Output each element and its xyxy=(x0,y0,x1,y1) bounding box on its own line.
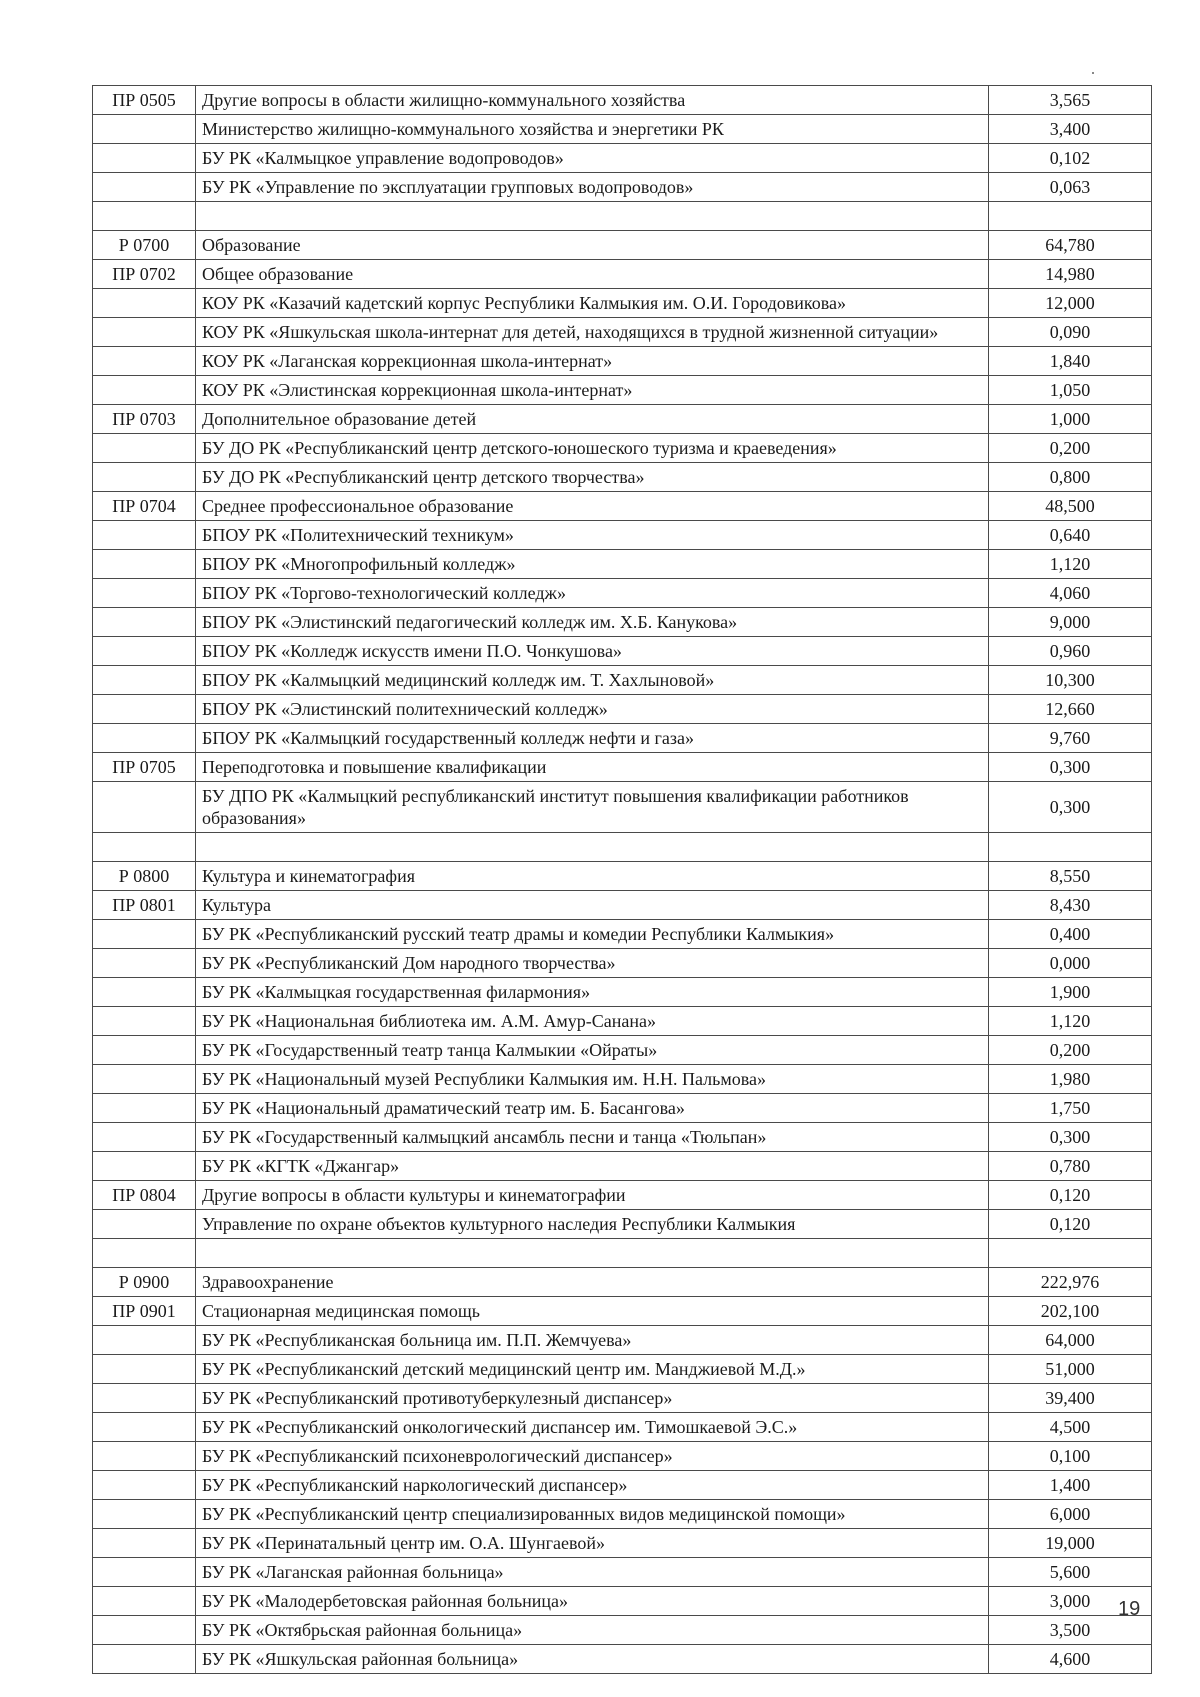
code-cell: ПР 0702 xyxy=(93,260,196,289)
amount-cell: 0,400 xyxy=(989,920,1152,949)
name-cell: БПОУ РК «Калмыцкий государственный колледж нефти и газа» xyxy=(196,724,989,753)
amount-cell: 6,000 xyxy=(989,1500,1152,1529)
code-cell xyxy=(93,949,196,978)
name-cell: БПОУ РК «Многопрофильный колледж» xyxy=(196,550,989,579)
table-row xyxy=(93,144,1152,173)
name-cell xyxy=(196,833,989,862)
table-row xyxy=(93,1355,1152,1384)
name-cell: БУ РК «КГТК «Джангар» xyxy=(196,1152,989,1181)
amount-cell: 1,900 xyxy=(989,978,1152,1007)
table-row xyxy=(93,1268,1152,1297)
amount-cell: 1,120 xyxy=(989,550,1152,579)
code-cell: ПР 0804 xyxy=(93,1181,196,1210)
name-cell: БУ РК «Республиканский противотуберкулезный диспансер» xyxy=(196,1384,989,1413)
amount-cell xyxy=(989,202,1152,231)
name-cell: БУ РК «Октябрьская районная больница» xyxy=(196,1616,989,1645)
name-cell: Переподготовка и повышение квалификации xyxy=(196,753,989,782)
code-cell xyxy=(93,1616,196,1645)
name-cell: БПОУ РК «Колледж искусств имени П.О. Чонкушова» xyxy=(196,637,989,666)
table-row xyxy=(93,434,1152,463)
amount-cell: 5,600 xyxy=(989,1558,1152,1587)
code-cell xyxy=(93,1529,196,1558)
name-cell: БПОУ РК «Политехнический техникум» xyxy=(196,521,989,550)
table-row xyxy=(93,724,1152,753)
table-row xyxy=(93,782,1152,833)
scan-artifact xyxy=(1092,72,1094,74)
code-cell xyxy=(93,521,196,550)
code-cell xyxy=(93,666,196,695)
amount-cell: 64,000 xyxy=(989,1326,1152,1355)
name-cell: БУ РК «Национальный драматический театр им. Б. Басангова» xyxy=(196,1094,989,1123)
amount-cell: 3,565 xyxy=(989,86,1152,115)
table-row xyxy=(93,695,1152,724)
code-cell xyxy=(93,115,196,144)
code-cell: ПР 0505 xyxy=(93,86,196,115)
code-cell: ПР 0703 xyxy=(93,405,196,434)
code-cell xyxy=(93,1471,196,1500)
code-cell xyxy=(93,1239,196,1268)
code-cell xyxy=(93,347,196,376)
table-row xyxy=(93,1413,1152,1442)
table-row xyxy=(93,891,1152,920)
amount-cell: 1,750 xyxy=(989,1094,1152,1123)
code-cell xyxy=(93,724,196,753)
amount-cell: 4,500 xyxy=(989,1413,1152,1442)
name-cell: БУ РК «Национальная библиотека им. А.М. Амур-Санана» xyxy=(196,1007,989,1036)
code-cell xyxy=(93,173,196,202)
table-row xyxy=(93,260,1152,289)
name-cell: БУ РК «Государственный калмыцкий ансамбль песни и танца «Тюльпан» xyxy=(196,1123,989,1152)
amount-cell: 1,980 xyxy=(989,1065,1152,1094)
code-cell: Р 0800 xyxy=(93,862,196,891)
amount-cell: 1,120 xyxy=(989,1007,1152,1036)
code-cell xyxy=(93,289,196,318)
name-cell: Образование xyxy=(196,231,989,260)
code-cell xyxy=(93,1065,196,1094)
name-cell xyxy=(196,1239,989,1268)
amount-cell: 0,063 xyxy=(989,173,1152,202)
table-row xyxy=(93,289,1152,318)
table-row xyxy=(93,115,1152,144)
code-cell xyxy=(93,1210,196,1239)
table-row xyxy=(93,1529,1152,1558)
name-cell: Министерство жилищно-коммунального хозяйства и энергетики РК xyxy=(196,115,989,144)
amount-cell: 4,600 xyxy=(989,1645,1152,1674)
amount-cell: 0,102 xyxy=(989,144,1152,173)
amount-cell: 0,120 xyxy=(989,1181,1152,1210)
amount-cell: 1,400 xyxy=(989,1471,1152,1500)
table-row xyxy=(93,1152,1152,1181)
table-row xyxy=(93,1587,1152,1616)
amount-cell: 0,780 xyxy=(989,1152,1152,1181)
name-cell: БУ РК «Калмыцкое управление водопроводов» xyxy=(196,144,989,173)
name-cell: БУ РК «Республиканская больница им. П.П. Жемчуева» xyxy=(196,1326,989,1355)
name-cell: БУ РК «Республиканский центр специализированных видов медицинской помощи» xyxy=(196,1500,989,1529)
amount-cell: 19,000 xyxy=(989,1529,1152,1558)
code-cell xyxy=(93,1355,196,1384)
code-cell: ПР 0901 xyxy=(93,1297,196,1326)
code-cell xyxy=(93,1007,196,1036)
code-cell xyxy=(93,463,196,492)
code-cell xyxy=(93,1442,196,1471)
table-row xyxy=(93,376,1152,405)
name-cell: БУ РК «Республиканский онкологический диспансер им. Тимошкаевой Э.С.» xyxy=(196,1413,989,1442)
code-cell: Р 0900 xyxy=(93,1268,196,1297)
name-cell: БУ РК «Калмыцкая государственная филармония» xyxy=(196,978,989,1007)
code-cell xyxy=(93,144,196,173)
amount-cell: 0,200 xyxy=(989,434,1152,463)
code-cell xyxy=(93,1587,196,1616)
name-cell: БУ РК «Государственный театр танца Калмыкии «Ойраты» xyxy=(196,1036,989,1065)
name-cell: БУ РК «Перинатальный центр им. О.А. Шунгаевой» xyxy=(196,1529,989,1558)
name-cell: Культура и кинематография xyxy=(196,862,989,891)
table-row xyxy=(93,1384,1152,1413)
code-cell xyxy=(93,1036,196,1065)
code-cell xyxy=(93,833,196,862)
table-row xyxy=(93,1210,1152,1239)
code-cell xyxy=(93,1384,196,1413)
amount-cell: 3,500 xyxy=(989,1616,1152,1645)
table-row xyxy=(93,1558,1152,1587)
name-cell xyxy=(196,202,989,231)
table-row xyxy=(93,579,1152,608)
code-cell xyxy=(93,782,196,833)
amount-cell: 0,960 xyxy=(989,637,1152,666)
code-cell xyxy=(93,1500,196,1529)
name-cell: КОУ РК «Лаганская коррекционная школа-интернат» xyxy=(196,347,989,376)
code-cell xyxy=(93,318,196,347)
code-cell: Р 0700 xyxy=(93,231,196,260)
amount-cell: 0,100 xyxy=(989,1442,1152,1471)
table-row xyxy=(93,666,1152,695)
table-row xyxy=(93,1297,1152,1326)
code-cell xyxy=(93,1413,196,1442)
table-row xyxy=(93,1094,1152,1123)
name-cell: БПОУ РК «Элистинский педагогический колледж им. Х.Б. Канукова» xyxy=(196,608,989,637)
amount-cell xyxy=(989,1239,1152,1268)
amount-cell: 10,300 xyxy=(989,666,1152,695)
amount-cell: 9,760 xyxy=(989,724,1152,753)
name-cell: БУ РК «Республиканский психоневрологический диспансер» xyxy=(196,1442,989,1471)
code-cell xyxy=(93,608,196,637)
table-row xyxy=(93,463,1152,492)
code-cell xyxy=(93,202,196,231)
amount-cell: 0,120 xyxy=(989,1210,1152,1239)
amount-cell: 0,300 xyxy=(989,1123,1152,1152)
amount-cell: 3,000 xyxy=(989,1587,1152,1616)
table-row xyxy=(93,405,1152,434)
name-cell: Культура xyxy=(196,891,989,920)
table-row xyxy=(93,920,1152,949)
amount-cell xyxy=(989,833,1152,862)
table-row xyxy=(93,492,1152,521)
name-cell: КОУ РК «Яшкульская школа-интернат для детей, находящихся в трудной жизненной ситуации» xyxy=(196,318,989,347)
amount-cell: 3,400 xyxy=(989,115,1152,144)
name-cell: БУ РК «Республиканский детский медицинский центр им. Манджиевой М.Д.» xyxy=(196,1355,989,1384)
amount-cell: 51,000 xyxy=(989,1355,1152,1384)
name-cell: Другие вопросы в области жилищно-коммунального хозяйства xyxy=(196,86,989,115)
name-cell: Здравоохранение xyxy=(196,1268,989,1297)
code-cell: ПР 0705 xyxy=(93,753,196,782)
table-row xyxy=(93,1645,1152,1674)
amount-cell: 64,780 xyxy=(989,231,1152,260)
code-cell xyxy=(93,434,196,463)
name-cell: БУ ДО РК «Республиканский центр детского-юношеского туризма и краеведения» xyxy=(196,434,989,463)
table-row xyxy=(93,231,1152,260)
amount-cell: 14,980 xyxy=(989,260,1152,289)
amount-cell: 4,060 xyxy=(989,579,1152,608)
code-cell xyxy=(93,579,196,608)
page-number: 19 xyxy=(1118,1598,1141,1620)
table-row xyxy=(93,608,1152,637)
budget-table xyxy=(92,85,1152,1674)
code-cell xyxy=(93,1326,196,1355)
table-row xyxy=(93,550,1152,579)
table-row xyxy=(93,1065,1152,1094)
amount-cell: 0,200 xyxy=(989,1036,1152,1065)
table-row xyxy=(93,753,1152,782)
name-cell: Управление по охране объектов культурного наследия Республики Калмыкия xyxy=(196,1210,989,1239)
table-row xyxy=(93,978,1152,1007)
code-cell xyxy=(93,695,196,724)
amount-cell: 1,000 xyxy=(989,405,1152,434)
code-cell xyxy=(93,376,196,405)
code-cell xyxy=(93,1094,196,1123)
name-cell: БУ РК «Республиканский наркологический диспансер» xyxy=(196,1471,989,1500)
name-cell: БУ ДПО РК «Калмыцкий республиканский институт повышения квалификации работников образования» xyxy=(196,782,989,833)
amount-cell: 39,400 xyxy=(989,1384,1152,1413)
amount-cell: 1,840 xyxy=(989,347,1152,376)
name-cell: Среднее профессиональное образование xyxy=(196,492,989,521)
amount-cell: 0,800 xyxy=(989,463,1152,492)
amount-cell: 1,050 xyxy=(989,376,1152,405)
blank-row xyxy=(93,1239,1152,1268)
table-row xyxy=(93,1616,1152,1645)
amount-cell: 12,660 xyxy=(989,695,1152,724)
name-cell: КОУ РК «Элистинская коррекционная школа-интернат» xyxy=(196,376,989,405)
blank-row xyxy=(93,833,1152,862)
name-cell: Дополнительное образование детей xyxy=(196,405,989,434)
table-row xyxy=(93,1500,1152,1529)
table-row xyxy=(93,1326,1152,1355)
name-cell: БУ РК «Республиканский Дом народного творчества» xyxy=(196,949,989,978)
code-cell xyxy=(93,1645,196,1674)
table-row xyxy=(93,1036,1152,1065)
table-row xyxy=(93,949,1152,978)
table-row xyxy=(93,86,1152,115)
amount-cell: 0,000 xyxy=(989,949,1152,978)
amount-cell: 9,000 xyxy=(989,608,1152,637)
code-cell xyxy=(93,1152,196,1181)
amount-cell: 0,300 xyxy=(989,753,1152,782)
table-row xyxy=(93,1442,1152,1471)
name-cell: БПОУ РК «Элистинский политехнический колледж» xyxy=(196,695,989,724)
table-row xyxy=(93,173,1152,202)
table-row xyxy=(93,347,1152,376)
table-row xyxy=(93,521,1152,550)
amount-cell: 12,000 xyxy=(989,289,1152,318)
name-cell: Другие вопросы в области культуры и кинематографии xyxy=(196,1181,989,1210)
name-cell: БПОУ РК «Торгово-технологический колледж» xyxy=(196,579,989,608)
amount-cell: 0,300 xyxy=(989,782,1152,833)
table-row xyxy=(93,637,1152,666)
name-cell: Общее образование xyxy=(196,260,989,289)
amount-cell: 8,550 xyxy=(989,862,1152,891)
code-cell xyxy=(93,978,196,1007)
table-row xyxy=(93,1123,1152,1152)
table-row xyxy=(93,1181,1152,1210)
code-cell xyxy=(93,637,196,666)
blank-row xyxy=(93,202,1152,231)
table-row xyxy=(93,318,1152,347)
name-cell: БУ РК «Управление по эксплуатации групповых водопроводов» xyxy=(196,173,989,202)
amount-cell: 8,430 xyxy=(989,891,1152,920)
code-cell: ПР 0801 xyxy=(93,891,196,920)
name-cell: БПОУ РК «Калмыцкий медицинский колледж им. Т. Хахлыновой» xyxy=(196,666,989,695)
name-cell: БУ РК «Республиканский русский театр драмы и комедии Республики Калмыкия» xyxy=(196,920,989,949)
name-cell: БУ РК «Яшкульская районная больница» xyxy=(196,1645,989,1674)
table-row xyxy=(93,862,1152,891)
amount-cell: 0,090 xyxy=(989,318,1152,347)
amount-cell: 222,976 xyxy=(989,1268,1152,1297)
budget-table-body xyxy=(93,86,1152,1674)
code-cell xyxy=(93,920,196,949)
name-cell: БУ ДО РК «Республиканский центр детского творчества» xyxy=(196,463,989,492)
code-cell xyxy=(93,1123,196,1152)
name-cell: БУ РК «Лаганская районная больница» xyxy=(196,1558,989,1587)
amount-cell: 202,100 xyxy=(989,1297,1152,1326)
code-cell xyxy=(93,550,196,579)
table-row xyxy=(93,1007,1152,1036)
name-cell: БУ РК «Малодербетовская районная больница» xyxy=(196,1587,989,1616)
code-cell: ПР 0704 xyxy=(93,492,196,521)
name-cell: КОУ РК «Казачий кадетский корпус Республики Калмыкия им. О.И. Городовикова» xyxy=(196,289,989,318)
name-cell: БУ РК «Национальный музей Республики Калмыкия им. Н.Н. Пальмова» xyxy=(196,1065,989,1094)
amount-cell: 0,640 xyxy=(989,521,1152,550)
table-row xyxy=(93,1471,1152,1500)
code-cell xyxy=(93,1558,196,1587)
name-cell: Стационарная медицинская помощь xyxy=(196,1297,989,1326)
amount-cell: 48,500 xyxy=(989,492,1152,521)
